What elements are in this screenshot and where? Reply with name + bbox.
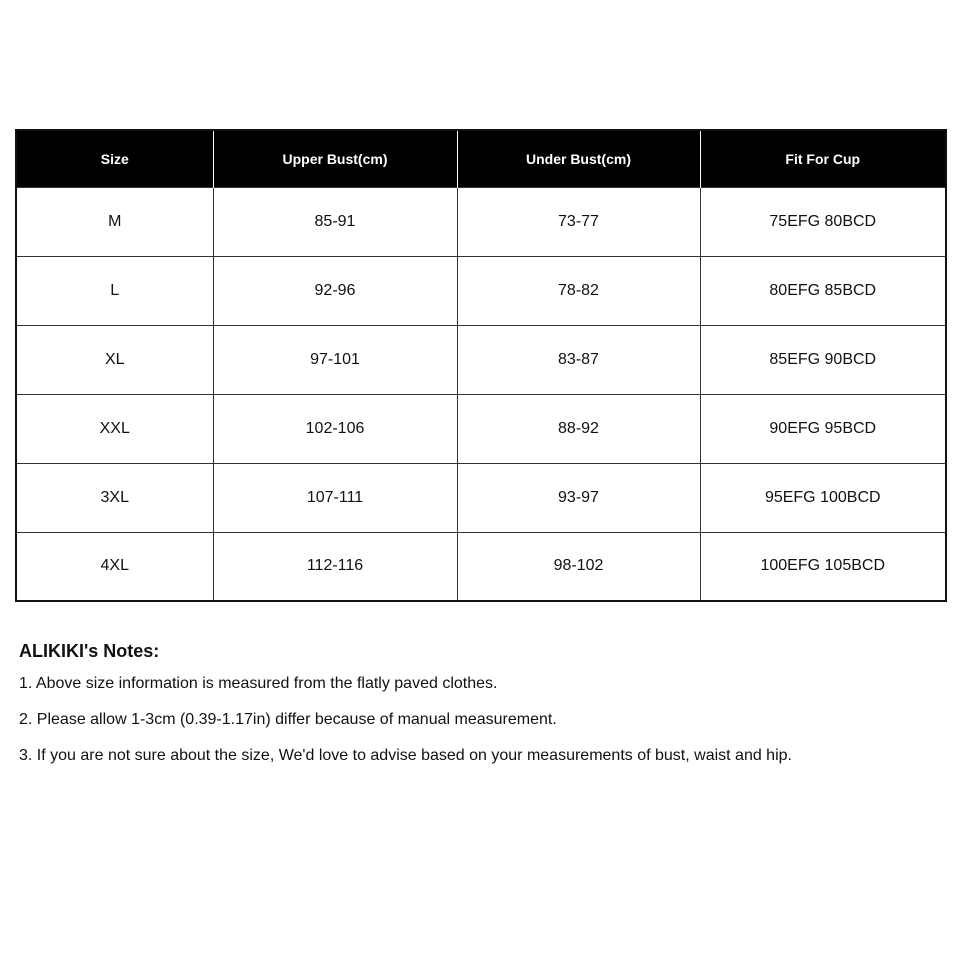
table-row — [16, 187, 946, 256]
cell-fit-for-cup: 95EFG 100BCD — [700, 463, 946, 532]
table-row — [16, 325, 946, 394]
cell-upper-bust: 92-96 — [213, 256, 457, 325]
cell-size: 4XL — [16, 532, 213, 601]
cell-upper-bust: 97-101 — [213, 325, 457, 394]
cell-size: XXL — [16, 394, 213, 463]
table-row — [16, 394, 946, 463]
cell-under-bust: 78-82 — [457, 256, 700, 325]
cell-under-bust: 83-87 — [457, 325, 700, 394]
cell-fit-for-cup: 100EFG 105BCD — [700, 532, 946, 601]
notes-title: ALIKIKI's Notes: — [19, 641, 160, 661]
header-size: Size — [16, 130, 213, 187]
cell-size: L — [16, 256, 213, 325]
cell-size: 3XL — [16, 463, 213, 532]
notes-section — [19, 640, 939, 782]
cell-under-bust: 88-92 — [457, 394, 700, 463]
table-row — [16, 256, 946, 325]
header-fit-for-cup: Fit For Cup — [700, 130, 946, 187]
cell-upper-bust: 107-111 — [213, 463, 457, 532]
cell-fit-for-cup: 75EFG 80BCD — [700, 187, 946, 256]
cell-upper-bust: 112-116 — [213, 532, 457, 601]
table-body — [16, 187, 946, 601]
cell-fit-for-cup: 90EFG 95BCD — [700, 394, 946, 463]
cell-under-bust: 73-77 — [457, 187, 700, 256]
header-upper-bust: Upper Bust(cm) — [213, 130, 457, 187]
note-item: 2. Please allow 1-3cm (0.39-1.17in) differ because of manual measurement. — [19, 711, 557, 728]
header-row — [16, 130, 946, 187]
cell-under-bust: 93-97 — [457, 463, 700, 532]
cell-size: M — [16, 187, 213, 256]
table-row — [16, 463, 946, 532]
note-item: 3. If you are not sure about the size, We'd love to advise based on your measurements of bust, waist and hip. — [19, 747, 792, 764]
cell-under-bust: 98-102 — [457, 532, 700, 601]
header-under-bust: Under Bust(cm) — [457, 130, 700, 187]
cell-upper-bust: 85-91 — [213, 187, 457, 256]
cell-fit-for-cup: 80EFG 85BCD — [700, 256, 946, 325]
cell-upper-bust: 102-106 — [213, 394, 457, 463]
table-header — [16, 130, 946, 187]
cell-size: XL — [16, 325, 213, 394]
cell-fit-for-cup: 85EFG 90BCD — [700, 325, 946, 394]
table-row — [16, 532, 946, 601]
size-chart-table — [15, 129, 947, 602]
note-item: 1. Above size information is measured from the flatly paved clothes. — [19, 675, 498, 692]
